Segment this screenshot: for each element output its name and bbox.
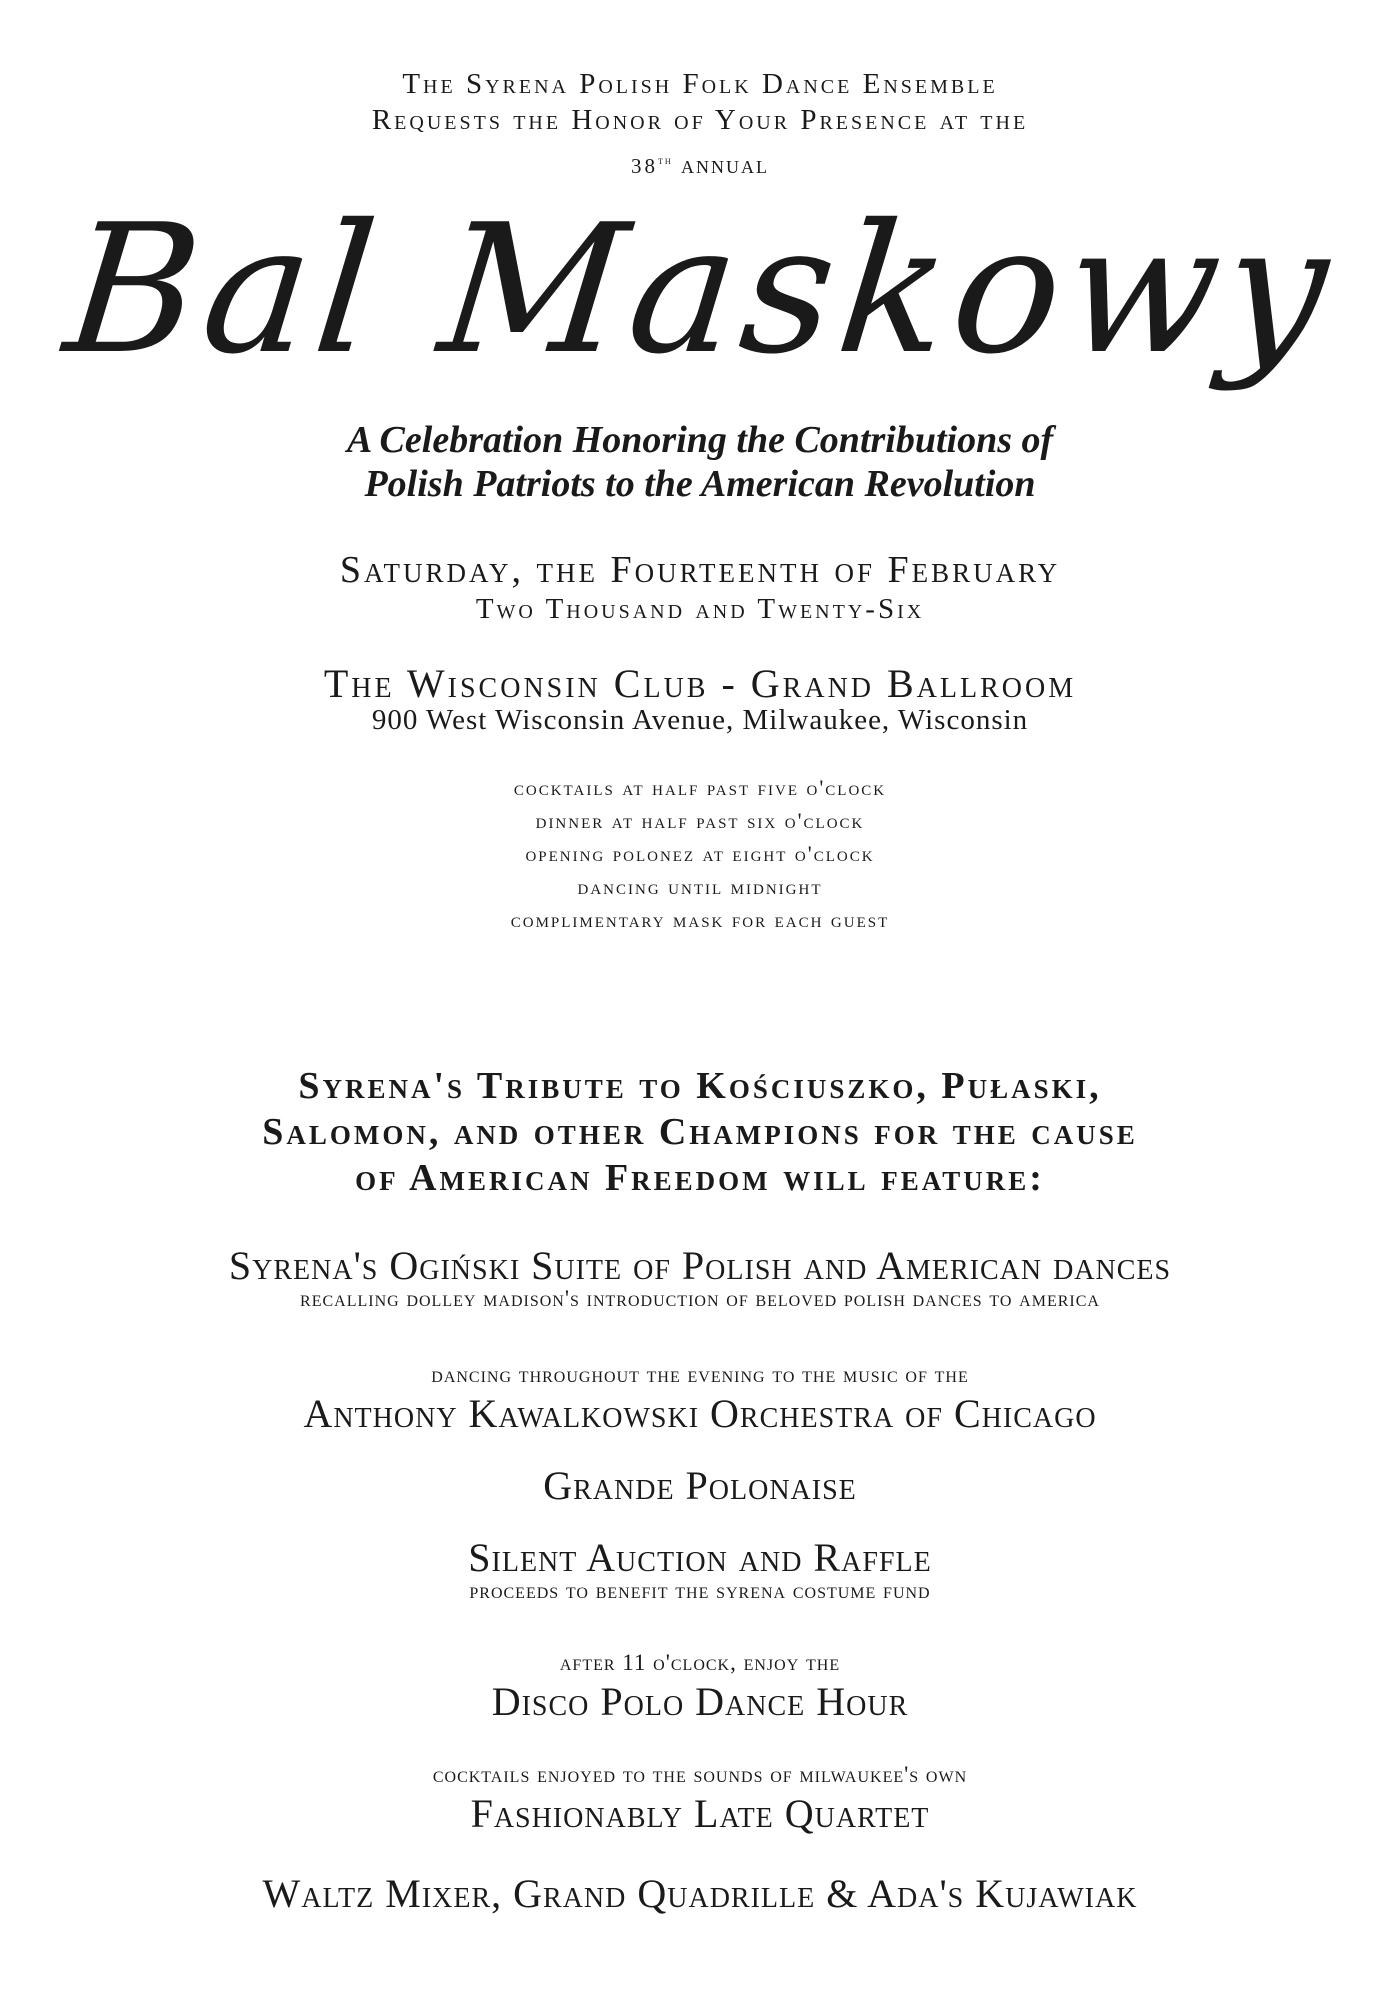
anniversary-suffix: th [658, 155, 673, 167]
grande-polonaise: Grande Polonaise [543, 1463, 857, 1508]
auction-note: proceeds to benefit the syrena costume fund [469, 1578, 931, 1603]
event-day: Saturday, the Fourteenth of February [339, 549, 1061, 591]
tribute-line-2: Salomon, and other Champions for the cause [262, 1111, 1138, 1153]
suite-title: Syrena's Ogiński Suite of Polish and American dances [228, 1243, 1172, 1288]
anniversary-word: annual [680, 152, 769, 179]
suite-note: recalling dolley madison's introduction of beloved polish dances to america [300, 1286, 1100, 1311]
subtitle-line-1: A Celebration Honoring the Contributions of [346, 419, 1054, 461]
orchestra-name: Anthony Kawalkowski Orchestra of Chicago [303, 1391, 1097, 1436]
header-ensemble: The Syrena Polish Folk Dance Ensemble [402, 68, 998, 100]
schedule-item: dancing until midnight [577, 874, 823, 899]
event-year: Two Thousand and Twenty-Six [475, 593, 925, 625]
schedule-item: dinner at half past six o'clock [535, 808, 865, 833]
closing-dances: Waltz Mixer, Grand Quadrille & Ada's Kujawiak [262, 1871, 1138, 1916]
auction-title: Silent Auction and Raffle [468, 1535, 932, 1580]
quartet-name: Fashionably Late Quartet [470, 1791, 930, 1836]
tribute-line-3: of American Freedom will feature: [355, 1157, 1045, 1199]
schedule-item: cocktails at half past five o'clock [513, 775, 887, 800]
venue-name: The Wisconsin Club - Grand Ballroom [323, 661, 1077, 706]
orchestra-intro: dancing throughout the evening to the music of the [431, 1362, 969, 1387]
disco-title: Disco Polo Dance Hour [491, 1679, 909, 1724]
schedule-item: complimentary mask for each guest [510, 907, 890, 932]
event-title: Bal Maskowy [57, 186, 1343, 393]
subtitle-line-2: Polish Patriots to the American Revolution [364, 463, 1036, 505]
anniversary-number: 38 [631, 154, 659, 178]
header-anniversary [0, 152, 1400, 180]
tribute-line-1: Syrena's Tribute to Kościuszko, Pułaski, [298, 1065, 1102, 1107]
disco-intro: after 11 o'clock, enjoy the [559, 1650, 841, 1675]
schedule-item: opening polonez at eight o'clock [525, 841, 875, 866]
header-request: Requests the Honor of Your Presence at the [371, 104, 1029, 136]
venue-address: 900 West Wisconsin Avenue, Milwaukee, Wisconsin [371, 704, 1029, 736]
quartet-intro: cocktails enjoyed to the sounds of milwaukee's own [432, 1762, 968, 1787]
